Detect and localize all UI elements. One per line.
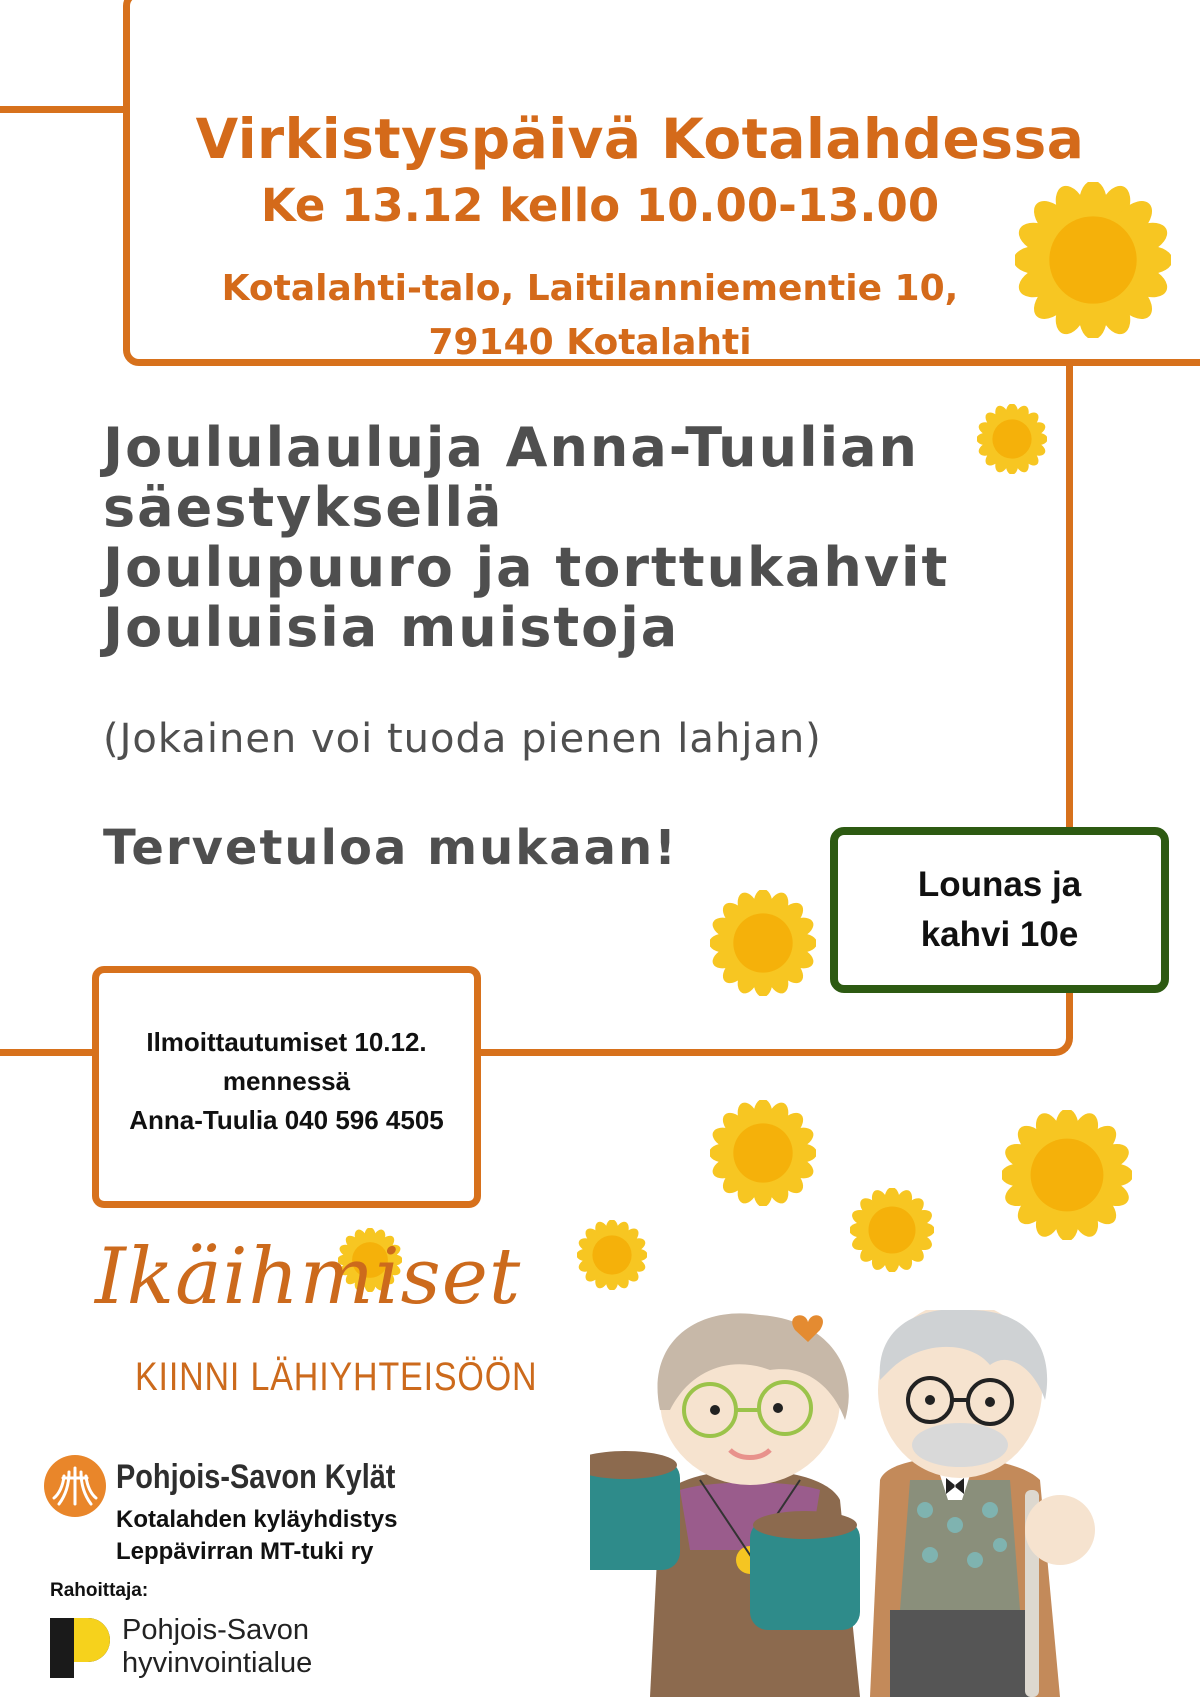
price-line-1: Lounas ja (917, 865, 1082, 904)
program-item: Jouluisia muistoja (103, 596, 680, 659)
program-list (103, 418, 983, 658)
funder-label: Rahoittaja: (50, 1580, 149, 1601)
price-line-2: kahvi 10e (920, 915, 1079, 954)
frame-line-top-left (0, 106, 126, 113)
welcome-text: Tervetuloa mukaan! (103, 820, 679, 876)
sun-flower-icon (710, 890, 816, 996)
sun-flower-icon (1015, 182, 1171, 338)
pohjois-savon-kylat-logo-icon (43, 1454, 107, 1518)
address-line-1: Kotalahti-talo, Laitilanniementie 10, (221, 268, 959, 309)
event-datetime: Ke 13.12 kello 10.00-13.00 (260, 179, 940, 232)
registration-line-3: Anna-Tuulia 040 596 4505 (129, 1105, 444, 1135)
hyvinvointialue-logo-icon (48, 1616, 112, 1680)
ikaihmiset-logo: Ikäihmiset (95, 1232, 522, 1322)
funder-name-line-1: Pohjois-Savon (122, 1614, 309, 1646)
registration-line-1: Ilmoittautumiset 10.12. (146, 1027, 427, 1057)
sun-flower-icon (1002, 1110, 1132, 1240)
organizer-1: Kotalahden kyläyhdistys (116, 1506, 398, 1533)
ikaihmiset-logo-subtitle: KIINNI LÄHIYHTEISÖÖN (135, 1355, 538, 1399)
price-box (830, 827, 1169, 993)
program-item: säestyksellä (103, 476, 504, 539)
gift-note: (Jokainen voi tuoda pienen lahjan) (103, 716, 822, 762)
registration-box (92, 966, 481, 1208)
event-address (160, 262, 1020, 370)
sun-flower-icon (850, 1188, 934, 1272)
event-title: Virkistyspäivä Kotalahdessa (195, 107, 1085, 171)
sun-flower-icon (710, 1100, 816, 1206)
address-line-2: 79140 Kotalahti (428, 322, 752, 363)
funder-name (122, 1614, 312, 1680)
program-item: Joululauluja Anna-Tuulian (103, 416, 919, 479)
program-item: Joulupuuro ja torttukahvit (103, 536, 950, 599)
sun-flower-icon (577, 1220, 647, 1290)
network-name: Pohjois-Savon Kylät (116, 1458, 396, 1496)
funder-name-line-2: hyvinvointialue (122, 1647, 313, 1679)
sun-flower-icon (977, 404, 1047, 474)
organizer-2: Leppävirran MT-tuki ry (116, 1538, 374, 1565)
elderly-couple-illustration (590, 1310, 1180, 1697)
registration-line-2: mennessä (222, 1066, 351, 1096)
